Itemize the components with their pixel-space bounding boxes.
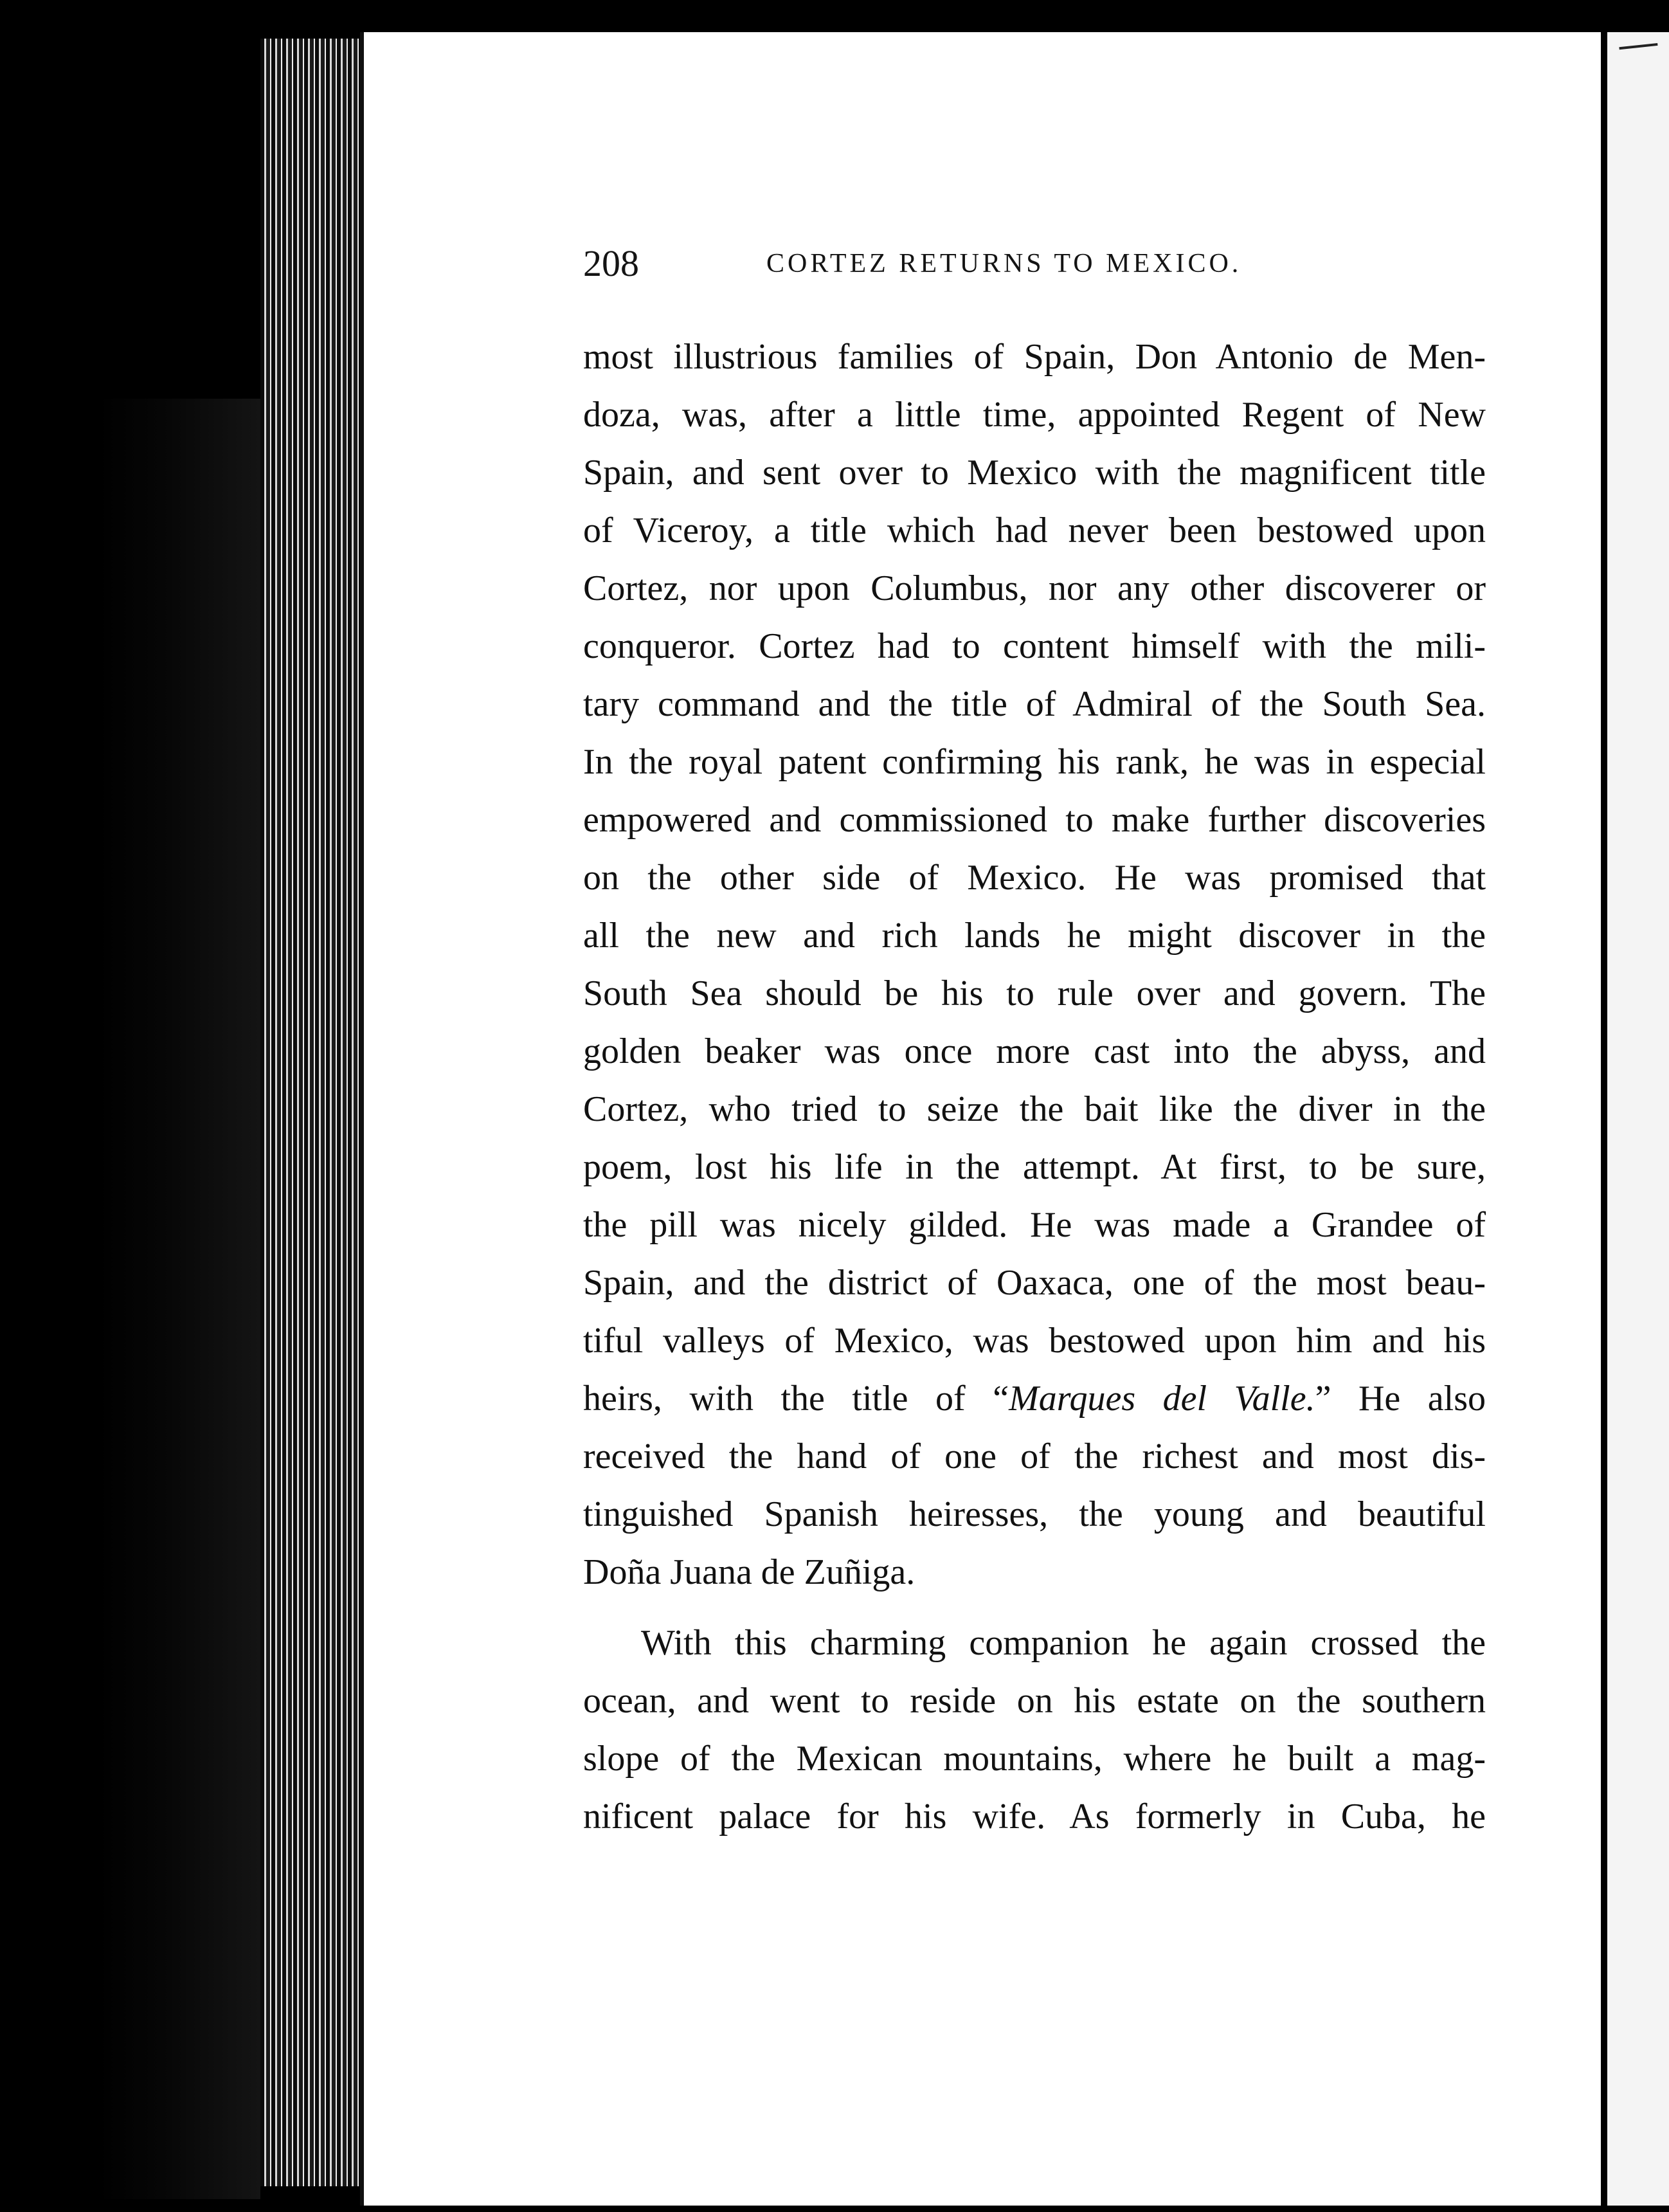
text-line: Spain, and sent over to Mexico with the magnificent title: [583, 453, 1486, 493]
text-line: tary command and the title of Admiral of the South Sea.: [583, 684, 1486, 724]
chapter-title: CORTEZ RETURNS TO MEXICO.: [766, 249, 1242, 278]
text-line: Spain, and the district of Oaxaca, one of the most beau-: [583, 1263, 1486, 1303]
next-page-edge: [1601, 32, 1669, 2206]
text-line: of Viceroy, a title which had never been bestowed upon: [583, 511, 1486, 550]
next-page-mark: [1619, 43, 1659, 69]
text-line: doza, was, after a little time, appointed Regent of New: [583, 395, 1486, 435]
text-line: conqueror. Cortez had to content himself with the mili-: [583, 626, 1486, 666]
text-line: South Sea should be his to rule over and govern. The: [583, 974, 1486, 1013]
text-fragment: ” He also: [1315, 1379, 1486, 1419]
paragraph-gap: [583, 1601, 1486, 1614]
text-line: With this charming companion he again crossed the: [641, 1623, 1486, 1663]
page-edges: [260, 39, 363, 2186]
text-line: golden beaker was once more cast into the abyss, and: [583, 1031, 1486, 1071]
text-line-with-title: [583, 1370, 1486, 1428]
book-edge-shadow: [96, 399, 260, 2199]
text-line: nificent palace for his wife. As formerly in Cuba, he: [583, 1797, 1486, 1836]
text-fragment: heirs, with the title of “: [583, 1379, 1009, 1419]
text-line: empowered and commissioned to make further discoveries: [583, 800, 1486, 840]
text-line: tinguished Spanish heiresses, the young and beautiful: [583, 1494, 1486, 1534]
text-line: slope of the Mexican mountains, where he built a mag-: [583, 1739, 1486, 1779]
text-line: most illustrious families of Spain, Don Antonio de Men-: [583, 337, 1486, 377]
italic-title: Marques del Valle.: [1009, 1379, 1315, 1419]
body-text: [583, 328, 1486, 1845]
text-line: the pill was nicely gilded. He was made a Grandee of: [583, 1205, 1486, 1245]
text-line: tiful valleys of Mexico, was bestowed upon him and his: [583, 1321, 1486, 1361]
text-line: In the royal patent confirming his rank, he was in especial: [583, 742, 1486, 782]
text-line: ocean, and went to reside on his estate on the southern: [583, 1681, 1486, 1721]
text-line: poem, lost his life in the attempt. At first, to be sure,: [583, 1147, 1486, 1187]
page-number: 208: [583, 242, 639, 284]
text-line: on the other side of Mexico. He was promised that: [583, 858, 1486, 898]
text-line: Cortez, nor upon Columbus, nor any other discoverer or: [583, 568, 1486, 608]
text-line: all the new and rich lands he might discover in the: [583, 916, 1486, 956]
text-line: Doña Juana de Zuñiga.: [583, 1552, 916, 1592]
text-line: Cortez, who tried to seize the bait like the diver in the: [583, 1089, 1486, 1129]
text-line: received the hand of one of the richest and most dis-: [583, 1437, 1486, 1476]
running-head: [583, 238, 1483, 289]
